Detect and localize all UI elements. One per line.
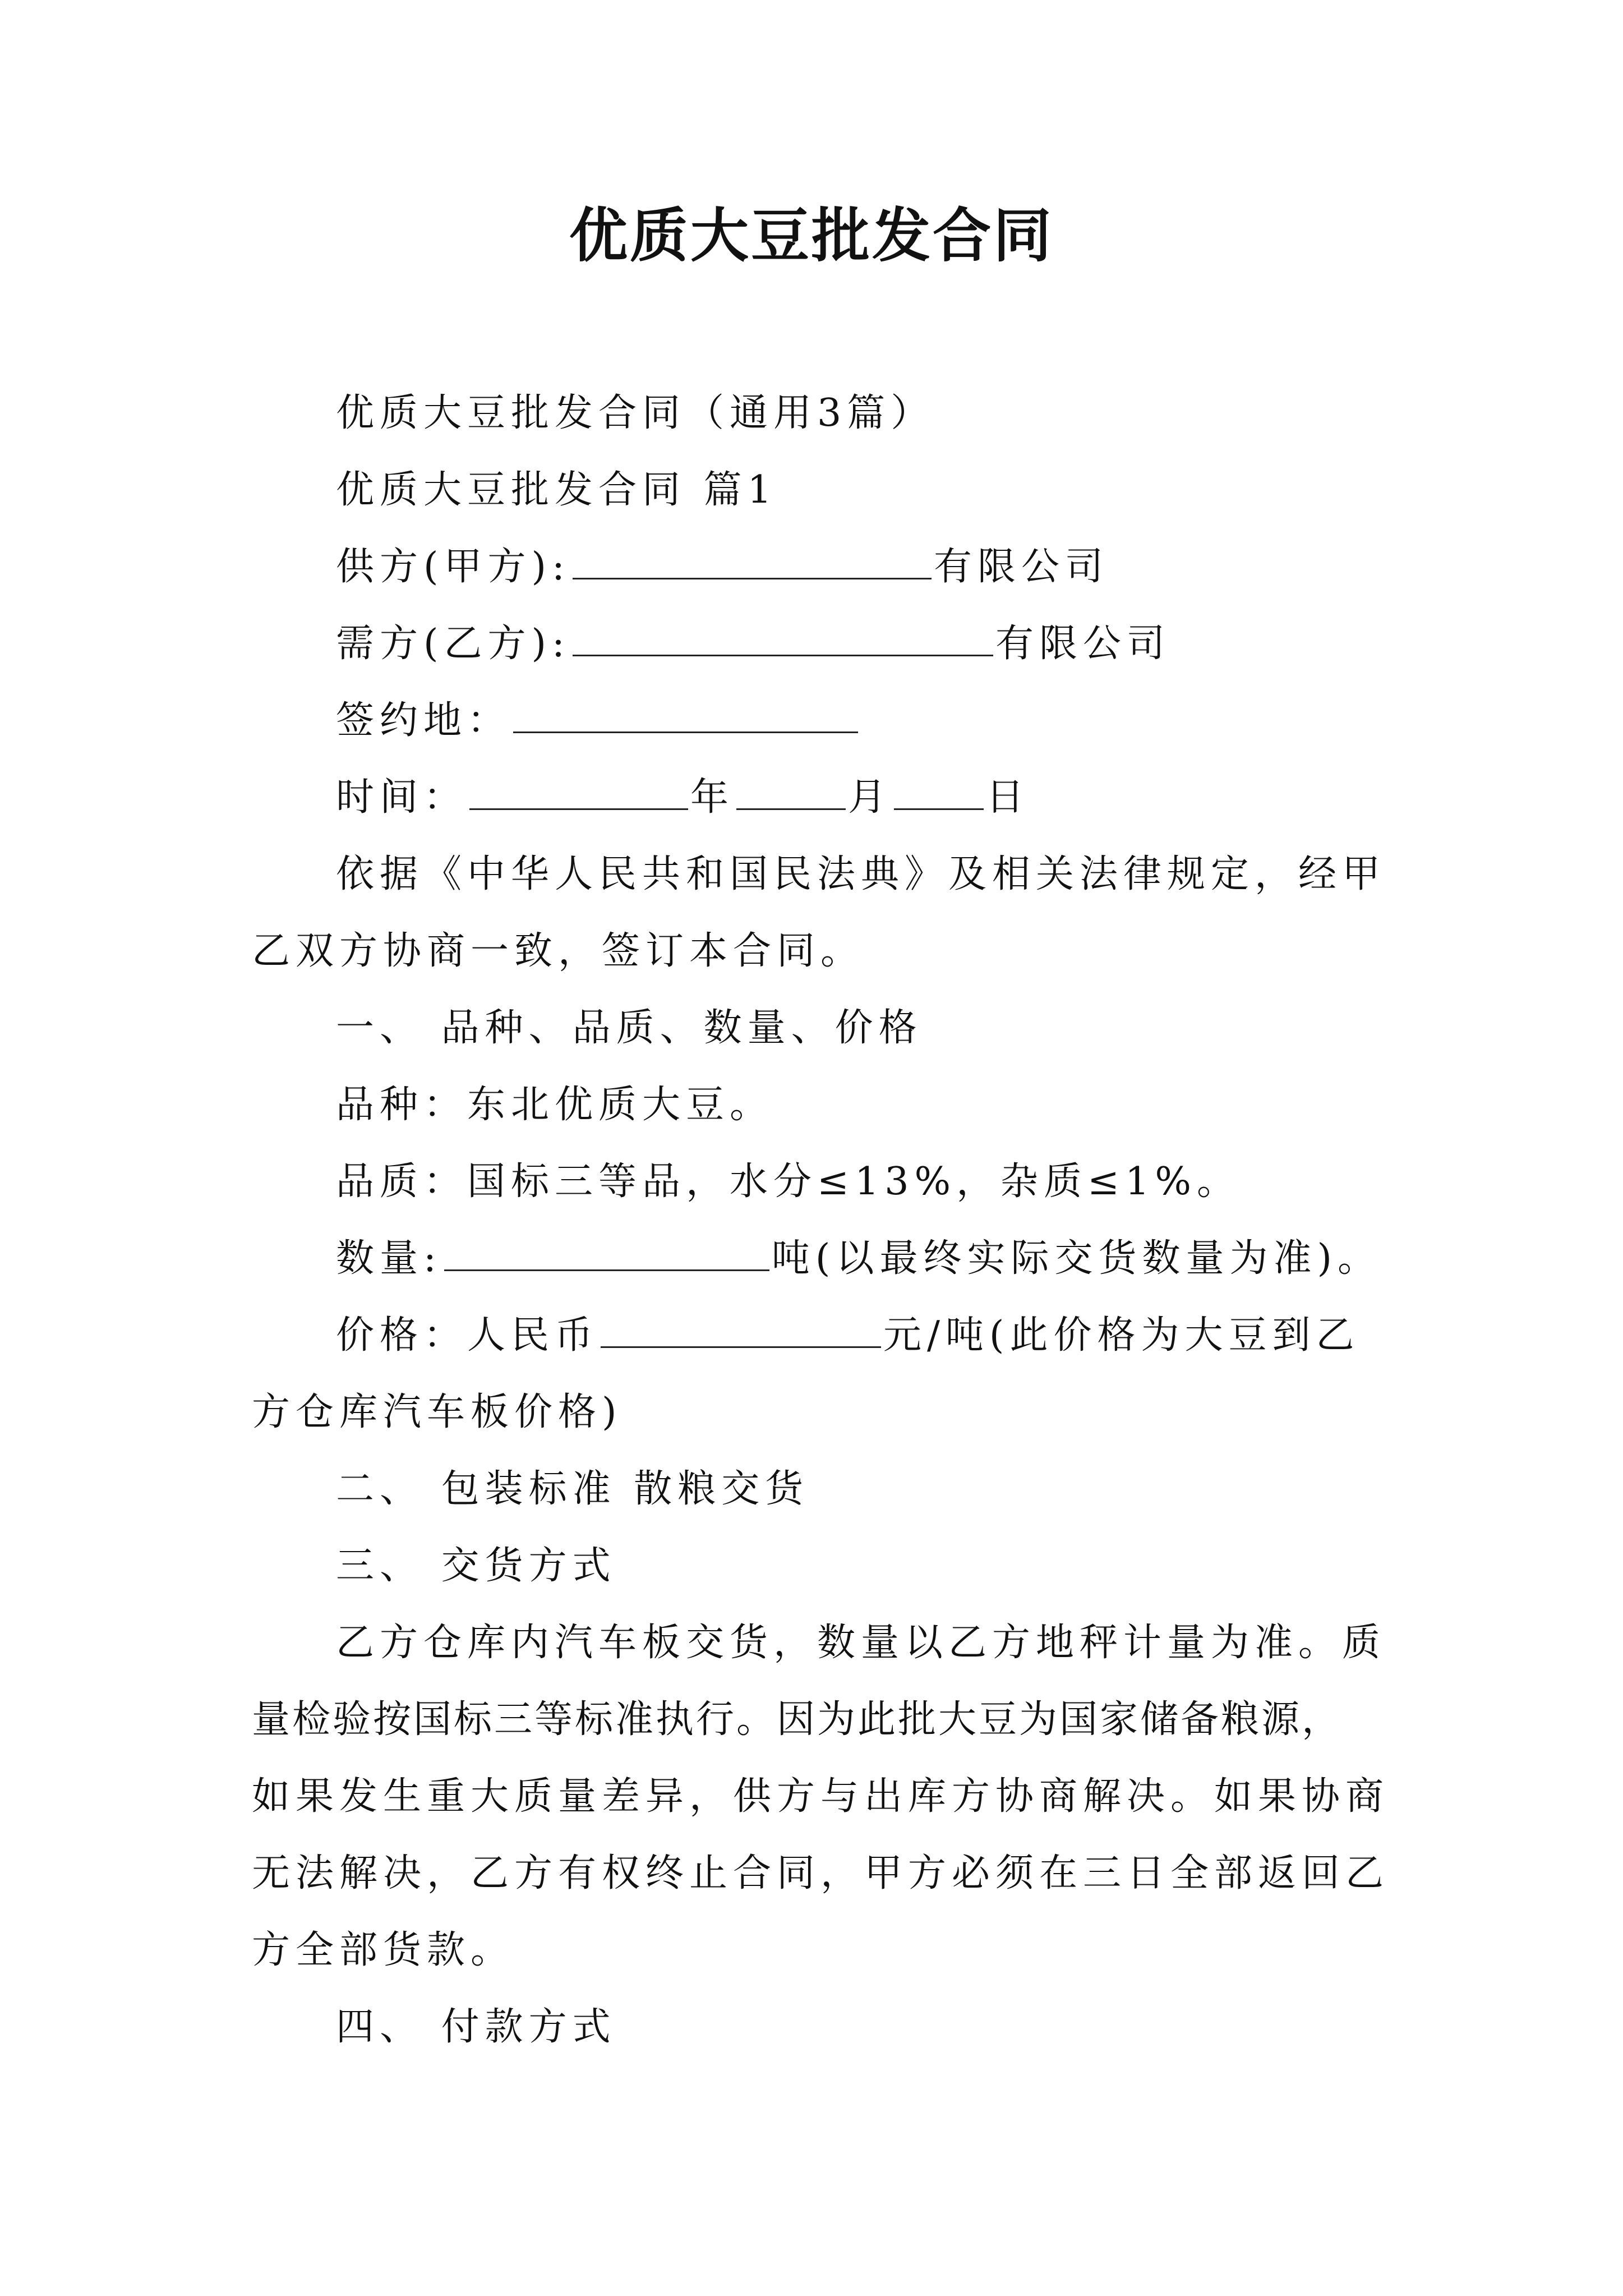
section-1-heading: 一、 品种、品质、数量、价格 bbox=[336, 1006, 923, 1050]
time-line bbox=[252, 759, 1388, 836]
year-blank[interactable] bbox=[469, 776, 688, 810]
month-label: 月 bbox=[848, 775, 892, 820]
day-blank[interactable] bbox=[894, 776, 984, 810]
price-suffix: 元/吨(此价格为大豆到乙 bbox=[883, 1313, 1360, 1358]
delivery-line-1: 乙方仓库内汽车板交货，数量以乙方地秤计量为准。质 bbox=[336, 1621, 1386, 1665]
price-blank[interactable] bbox=[601, 1314, 881, 1348]
year-label: 年 bbox=[690, 775, 735, 820]
day-label: 日 bbox=[986, 775, 1030, 820]
price-line-2: 方仓库汽车板价格) bbox=[252, 1390, 623, 1434]
delivery-line-4: 无法解决，乙方有权终止合同，甲方必须在三日全部返回乙 bbox=[252, 1851, 1390, 1895]
document-title: 优质大豆批发合同 bbox=[569, 201, 1054, 270]
section-4-heading: 四、 付款方式 bbox=[336, 2005, 616, 2049]
supplier-name-blank[interactable] bbox=[573, 545, 932, 579]
intro-line-1: 依据《中华人民共和国民法典》及相关法律规定，经甲 bbox=[336, 852, 1386, 896]
quantity-line bbox=[252, 1220, 1388, 1297]
quality-line: 品质：国标三等品，水分≤13%，杂质≤1%。 bbox=[336, 1159, 1241, 1204]
delivery-line-2: 量检验按国标三等标准执行。因为此批大豆为国家储备粮源， bbox=[252, 1697, 1343, 1742]
supplier-label: 供方(甲方): bbox=[336, 545, 570, 589]
delivery-line-5: 方全部货款。 bbox=[252, 1928, 515, 1972]
delivery-line-3: 如果发生重大质量差异，供方与出库方协商解决。如果协商 bbox=[252, 1774, 1390, 1819]
section-2-heading: 二、 包装标准 散粮交货 bbox=[336, 1467, 809, 1511]
intro-line-2: 乙双方协商一致，签订本合同。 bbox=[252, 929, 865, 973]
quantity-blank[interactable] bbox=[444, 1237, 769, 1271]
sign-place-line bbox=[252, 682, 1388, 759]
month-blank[interactable] bbox=[736, 776, 846, 810]
document-body bbox=[252, 375, 1388, 2065]
quantity-suffix: 吨(以最终实际交货数量为准)。 bbox=[771, 1236, 1381, 1281]
supplier-line bbox=[252, 528, 1388, 605]
buyer-label: 需方(乙方): bbox=[336, 622, 570, 666]
time-label: 时间： bbox=[336, 775, 468, 820]
variety-line: 品种：东北优质大豆。 bbox=[336, 1083, 774, 1127]
sign-place-label: 签约地： bbox=[336, 698, 511, 743]
subtitle: 优质大豆批发合同（通用3篇） bbox=[336, 391, 935, 435]
supplier-suffix: 有限公司 bbox=[933, 545, 1109, 589]
buyer-line bbox=[252, 605, 1388, 682]
price-line bbox=[252, 1297, 1388, 1374]
price-label: 价格：人民币 bbox=[336, 1313, 599, 1358]
sign-place-blank[interactable] bbox=[513, 699, 858, 733]
buyer-suffix: 有限公司 bbox=[995, 622, 1170, 666]
quantity-label: 数量: bbox=[336, 1236, 442, 1281]
section-3-heading: 三、 交货方式 bbox=[336, 1544, 616, 1588]
part-heading: 优质大豆批发合同 篇1 bbox=[336, 468, 777, 512]
buyer-name-blank[interactable] bbox=[573, 622, 993, 656]
